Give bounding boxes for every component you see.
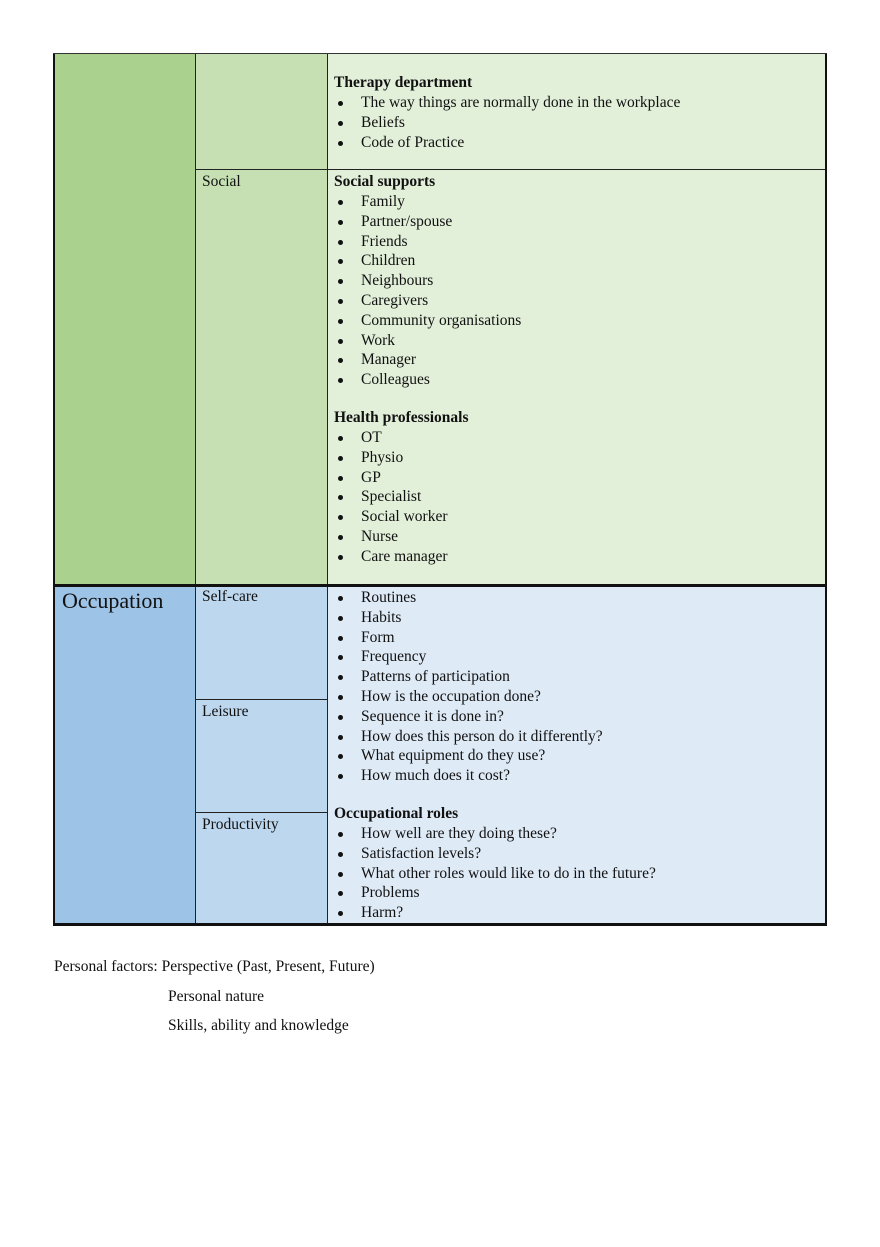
occupational-role-item: Harm? bbox=[334, 903, 820, 923]
occupation-list-item: How much does it cost? bbox=[334, 766, 820, 786]
occupation-list-item: Habits bbox=[334, 608, 820, 628]
therapy-heading: Therapy department bbox=[334, 74, 473, 91]
occupation-list-item: What equipment do they use? bbox=[334, 746, 820, 766]
personal-factors-line bbox=[54, 957, 814, 977]
therapy-list-item: Code of Practice bbox=[334, 133, 820, 153]
occupational-role-item: How well are they doing these? bbox=[334, 824, 820, 844]
health-professional-item: Physio bbox=[334, 448, 820, 468]
table-top-border bbox=[53, 53, 827, 54]
social-supports-list bbox=[334, 192, 820, 390]
table-right-border bbox=[825, 53, 827, 925]
social-support-item: Caregivers bbox=[334, 291, 820, 311]
environment-category-cell bbox=[54, 53, 195, 585]
occupational-roles-heading: Occupational roles bbox=[334, 804, 459, 822]
occupation-list-item: Sequence it is done in? bbox=[334, 707, 820, 727]
social-subcategory-cell bbox=[195, 169, 327, 585]
personal-factor-nature: Personal nature bbox=[168, 988, 264, 1005]
occupation-list-item: Frequency bbox=[334, 647, 820, 667]
occupation-list-item: Form bbox=[334, 628, 820, 648]
personal-factor-perspective: Perspective (Past, Present, Future) bbox=[161, 958, 375, 975]
occupational-role-item: Satisfaction levels? bbox=[334, 844, 820, 864]
health-professional-item: GP bbox=[334, 468, 820, 488]
social-support-item: Neighbours bbox=[334, 271, 820, 291]
personal-factor-skills: Skills, ability and knowledge bbox=[168, 1017, 349, 1034]
health-professionals-heading: Health professionals bbox=[334, 408, 469, 426]
therapy-list-item: Beliefs bbox=[334, 113, 820, 133]
social-support-item: Community organisations bbox=[334, 311, 820, 331]
health-professional-item: Social worker bbox=[334, 507, 820, 527]
social-supports-heading: Social supports bbox=[334, 173, 436, 190]
social-detail-cell bbox=[327, 169, 826, 585]
health-professionals-list bbox=[334, 428, 820, 567]
occupation-list-item: Routines bbox=[334, 588, 820, 608]
selfcare-label: Self-care bbox=[202, 588, 258, 605]
leisure-label: Leisure bbox=[202, 703, 249, 720]
social-support-item: Family bbox=[334, 192, 820, 212]
social-support-item: Work bbox=[334, 331, 820, 351]
social-label: Social bbox=[202, 173, 241, 190]
occupational-roles-list bbox=[334, 824, 820, 923]
occupation-title: Occupation bbox=[62, 588, 164, 613]
table-left-border bbox=[53, 53, 55, 925]
occupation-list-item: Patterns of participation bbox=[334, 667, 820, 687]
occupational-role-item: What other roles would like to do in the future? bbox=[334, 864, 820, 884]
section-divider bbox=[53, 584, 827, 587]
table-bottom-border bbox=[53, 923, 827, 926]
social-support-item: Friends bbox=[334, 232, 820, 252]
occupational-role-item: Problems bbox=[334, 883, 820, 903]
occupation-list-item: How is the occupation done? bbox=[334, 687, 820, 707]
social-support-item: Colleagues bbox=[334, 370, 820, 390]
health-professional-item: OT bbox=[334, 428, 820, 448]
health-professional-item: Care manager bbox=[334, 547, 820, 567]
therapy-detail-cell bbox=[327, 53, 826, 170]
occupation-list bbox=[334, 588, 820, 786]
social-support-item: Children bbox=[334, 251, 820, 271]
health-professional-item: Specialist bbox=[334, 487, 820, 507]
occupation-list-item: How does this person do it differently? bbox=[334, 727, 820, 747]
selfcare-subcategory-cell bbox=[195, 585, 327, 700]
productivity-subcategory-cell bbox=[195, 812, 327, 924]
health-professional-item: Nurse bbox=[334, 527, 820, 547]
therapy-subcategory-cell bbox=[195, 53, 327, 170]
leisure-subcategory-cell bbox=[195, 699, 327, 813]
therapy-list-item: The way things are normally done in the workplace bbox=[334, 93, 820, 113]
therapy-list bbox=[334, 93, 820, 152]
occupation-category-cell bbox=[54, 585, 195, 924]
social-support-item: Partner/spouse bbox=[334, 212, 820, 232]
personal-factors-label: Personal factors: bbox=[54, 958, 158, 975]
occupation-detail-cell bbox=[327, 585, 826, 924]
productivity-label: Productivity bbox=[202, 816, 279, 833]
social-support-item: Manager bbox=[334, 350, 820, 370]
